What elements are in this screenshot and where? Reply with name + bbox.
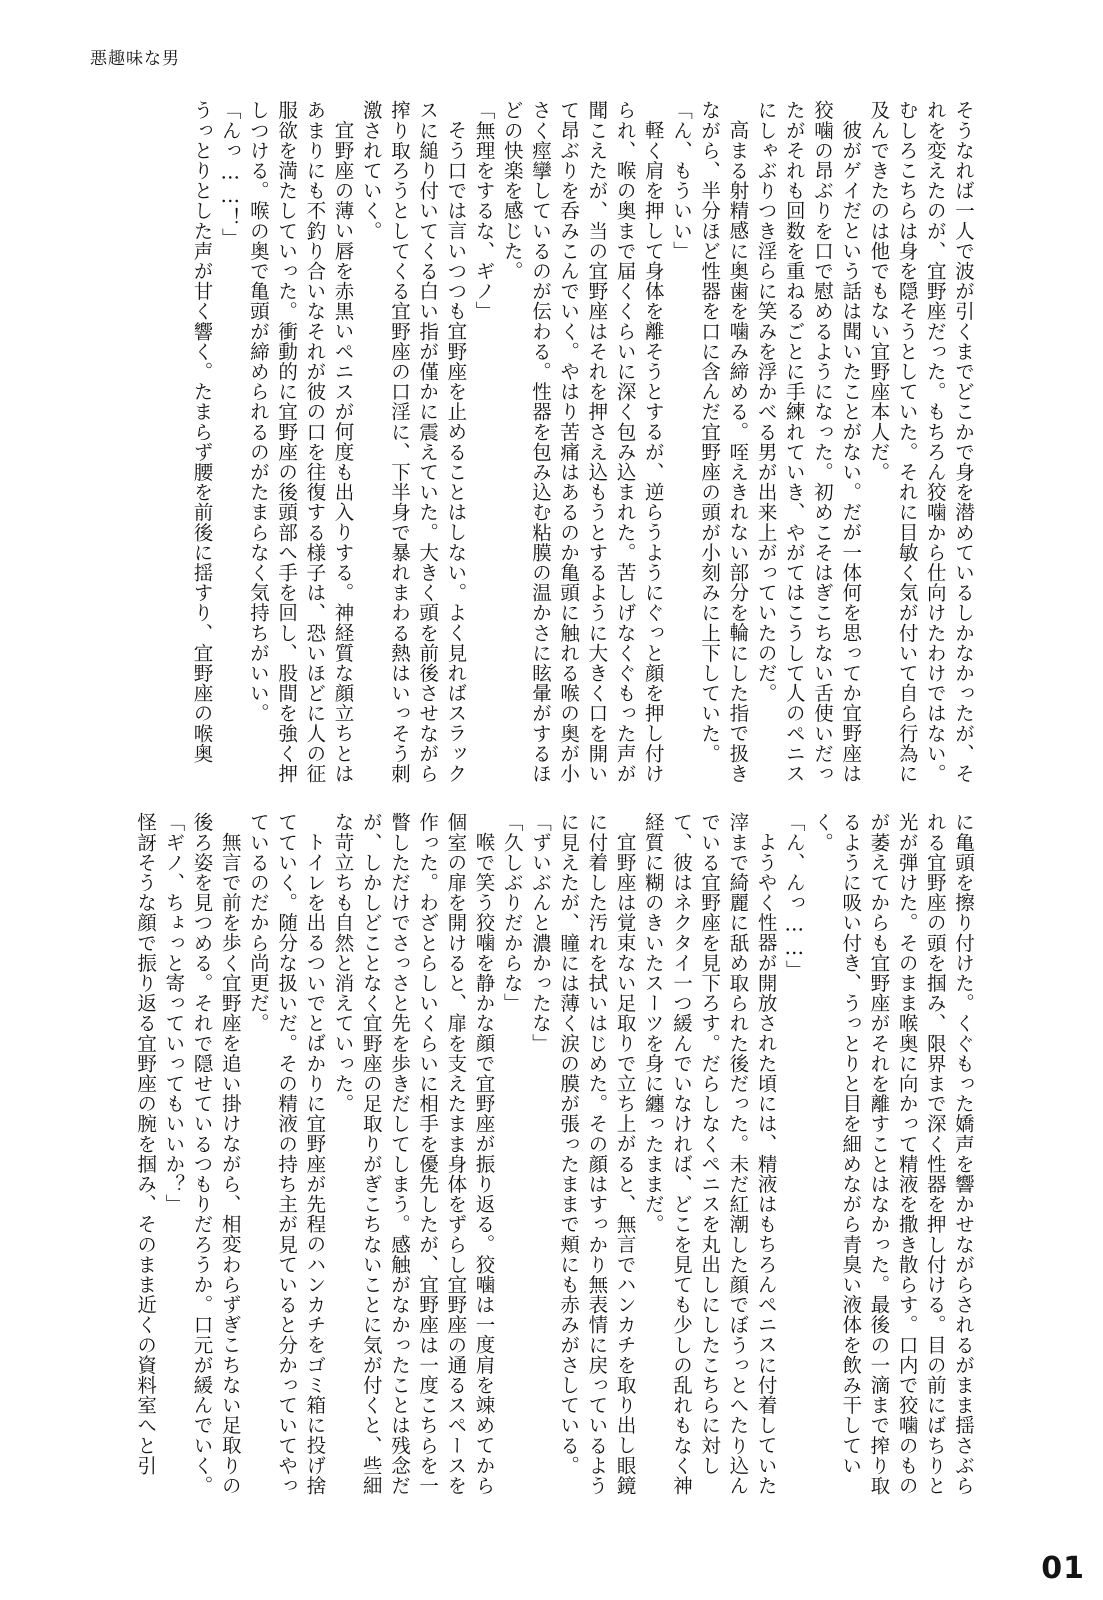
paragraph: 高まる射精感に奥歯を噛み締める。咥えきれない部分を輪にした指で扱きながら、半分ほど性器を口に含んだ宜野座の頭が小刻みに上下していた。: [698, 100, 750, 783]
paragraph: そうなれば一人で波が引くまでどこかで身を潜めているしかなかったが、それを変えたのが、宜野座だった。もちろん狡噛から仕向けたわけではない。むしろこちらは身を隠そうとしていた。それに目敏く気が付いて自ら行為に及んできたのは他でもない宜野座本人だ。: [867, 100, 975, 784]
paragraph: 無言で前を歩く宜野座を追い掛けながら、相変わらずぎこちない足取りの後ろ姿を見つめる。それで隠せているつもりだろうか。口元が緩んでいく。: [190, 812, 242, 1496]
paragraph: そう口では言いつつも宜野座を止めることはしない。よく見ればスラックスに縋り付いてくる白い指が僅かに震えていた。大きく頭を前後させながら搾り取ろうとしてくる宜野座の口淫に、下半身で暴れまわる熱はいっそう刺激されていく。: [359, 100, 468, 784]
text-block-upper: [97, 100, 977, 790]
paragraph: 「ずいぶんと濃かったな」: [528, 812, 552, 1054]
paragraph: 軽く肩を押して身体を離そうとするが、逆らうようにぐっと顔を押し付けられ、喉の奥まで届くくらいに深く包み込まれた。苦しげなくぐもった声が聞こえたが、当の宜野座はそれを押さえ込もうとするように大きく口を開いて昂ぶりを呑みこんでいく。やはり苦痛はあるのか亀頭に触れる喉の奥が小さく痙攣しているのが伝わる。性器を包み込む粘膜の温かさに眩暈がするほどの快楽を感じた。: [500, 100, 665, 784]
paragraph: 「無理をするな、ギノ」: [472, 100, 496, 322]
paragraph: 怪訝そうな顔で振り返る宜野座の腕を掴み、そのまま近くの資料室へと引: [134, 812, 158, 1476]
paragraph: 「久しぶりだからな」: [500, 812, 524, 1013]
paragraph: 「ん、もういい」: [669, 100, 693, 261]
paragraph: 「んっ……！」: [218, 100, 242, 248]
running-head: 悪趣味な男: [90, 49, 180, 69]
paragraph: 「ん、んっ……」: [782, 812, 806, 980]
paragraph: 彼がゲイだという話は聞いたことがない。だが一体何を思ってか宜野座は狡噛の昂ぶりを口で慰めるようになった。初めこそはぎこちない舌使いだったがそれも回数を重ねるごとに手練れていき、やがてはこうして人のペニスにしゃぶりつき淫らに笑みを浮かべる男が出来上がっていたのだ。: [754, 100, 863, 784]
paragraph: に亀頭を擦り付けた。くぐもった嬌声を響かせながらされるがまま揺さぶられる宜野座の頭を掴み、限界まで深く性器を押し付ける。目の前にばちりと光が弾けた。そのまま喉奥に向かって精液を撒き散らす。口内で狡噛のものが萎えてからも宜野座がそれを離すことはなかった。最後の一滴まで搾り取るように吸い付き、うっとりと目を細めながら青臭い液体を飲み干していく。: [810, 812, 975, 1496]
paragraph: うっとりとした声が甘く響く。たまらず腰を前後に揺すり、宜野座の喉奥: [190, 100, 214, 764]
paragraph: 宜野座の薄い唇を赤黒いペニスが何度も出入りする。神経質な顔立ちとはあまりにも不釣り合いなそれが彼の口を往復する様子は、恐いほどに人の征服欲を満たしていった。衝動的に宜野座の後頭部へ手を回し、股間を強く押しつける。喉の奥で亀頭が締められるのがたまらなく気持ちがいい。: [246, 100, 355, 784]
paragraph: ようやく性器が開放された頃には、精液はもちろんペニスに付着していた滓まで綺麗に舐め取られた後だった。未だ紅潮した顔でぼうっとへたり込んでいる宜野座を見下ろす。だらしなくペニスを丸出しにしたこちらに対して、彼はネクタイ一つ緩んでいなければ、どこを見ても少しの乱れもなく神経質に糊のきいたスーツを身に纏ったままだ。: [641, 812, 778, 1496]
paragraph: 喉で笑う狡噛を静かな顔で宜野座が振り返る。狡噛は一度肩を竦めてから個室の扉を開けると、扉を支えたまま身体をずらし宜野座の通るスペースを作った。わざとらしいくらいに相手を優先したが、宜野座は一度こちらを一瞥しただけでさっさと先を歩きだしてしまう。感触がなかったことは残念だが、しかしどことなく宜野座の足取りがぎこちないことに気が付くと、些細な苛立ちも自然と消えていった。: [331, 812, 496, 1496]
page-number: 01: [1041, 1551, 1085, 1586]
paragraph: トイレを出るついでとばかりに宜野座が先程のハンカチをゴミ箱に投げ捨てていく。随分な扱いだ。その精液の持ち主が見ていると分かっていてやっているのだから尚更だ。: [246, 812, 327, 1496]
text-block-lower: [97, 812, 977, 1502]
paragraph: 宜野座は覚束ない足取りで立ち上がると、無言でハンカチを取り出し眼鏡に付着した汚れを拭いはじめた。その顔はすっかり無表情に戻っているように見えたが、瞳には薄く涙の膜が張ったままで頬にも赤みがさしている。: [557, 812, 637, 1496]
paragraph: 「ギノ、ちょっと寄っていってもいいか？」: [162, 812, 186, 1214]
